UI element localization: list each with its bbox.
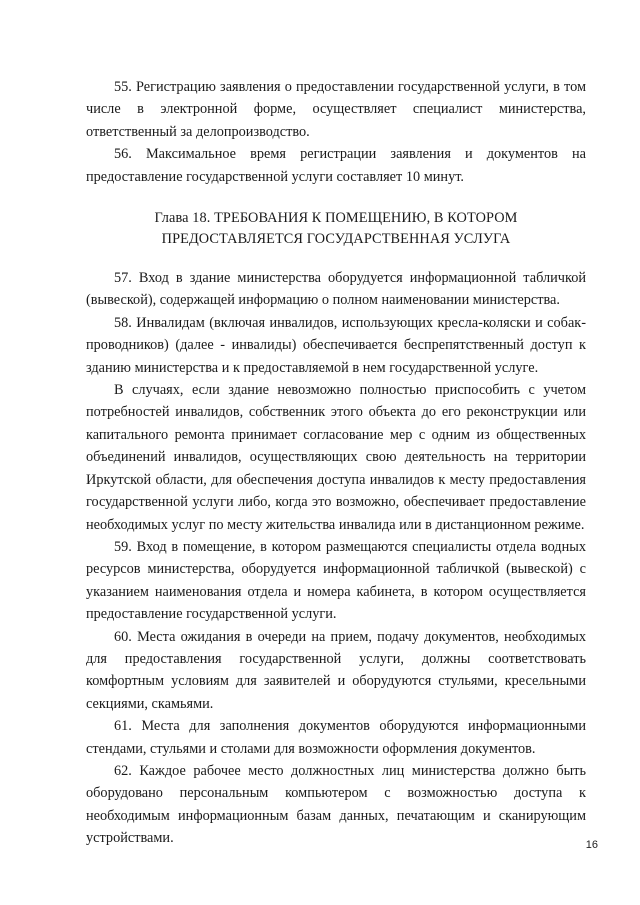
paragraph-61: 61. Места для заполнения документов оборудуются информационными стендами, стульями и столами для возможности оформления документов. — [86, 718, 586, 757]
paragraph-62: 62. Каждое рабочее место должностных лиц министерства должно быть оборудовано персональным компьютером с возможностью доступа к необходимым информационным базам данных, печатающим и сканирующим устройствами. — [86, 762, 586, 847]
paragraph-59: 59. Вход в помещение, в котором размещаются специалисты отдела водных ресурсов министерства, оборудуется информационной табличкой (вывеской) с указанием наименования отдела и номера кабинета, в котором осуществляется предоставление государственной услуги. — [86, 538, 586, 623]
document-page — [86, 76, 586, 850]
paragraph-58-cases: В случаях, если здание невозможно полностью приспособить с учетом потребностей инвалидов, собственник этого объекта до его реконструкции или капитального ремонта принимает согласование мер с одним из общественных объединений инвалидов, осуществляющих свою деятельность на территории Иркутской области, для обеспечения доступа инвалидов к месту предоставления государственной услуги либо, когда это возможно, обеспечивает предоставление необходимых услуг по месту жительства инвалида или в дистанционном режиме. — [86, 382, 586, 533]
page-number: 16 — [585, 839, 598, 851]
paragraph-58: 58. Инвалидам (включая инвалидов, использующих кресла-коляски и собак-проводников) (далее - инвалиды) обеспечивается беспрепятственный доступ к зданию министерства и к предоставляемой в нем государственной услуге. — [86, 314, 586, 376]
chapter-heading-line-2: ПРЕДОСТАВЛЯЕТСЯ ГОСУДАРСТВЕННАЯ УСЛУГА — [161, 231, 511, 248]
paragraph-56: 56. Максимальное время регистрации заявления и документов на предоставление государственной услуги составляет 10 минут. — [86, 146, 586, 185]
paragraph-57: 57. Вход в здание министерства оборудуется информационной табличкой (вывеской), содержащей информацию о полном наименовании министерства. — [86, 270, 586, 309]
paragraph-60: 60. Места ожидания в очереди на прием, подачу документов, необходимых для предоставления государственной услуги, должны соответствовать комфортным условиям для заявителей и оборудуются стульями, кресельными секциями, скамьями. — [86, 628, 586, 712]
chapter-heading-line-1: Глава 18. ТРЕБОВАНИЯ К ПОМЕЩЕНИЮ, В КОТОРОМ — [154, 210, 518, 227]
paragraph-55: 55. Регистрацию заявления о предоставлении государственной услуги, в том числе в электронной форме, осуществляет специалист министерства, ответственный за делопроизводство. — [86, 79, 586, 140]
chapter-heading — [86, 208, 586, 250]
